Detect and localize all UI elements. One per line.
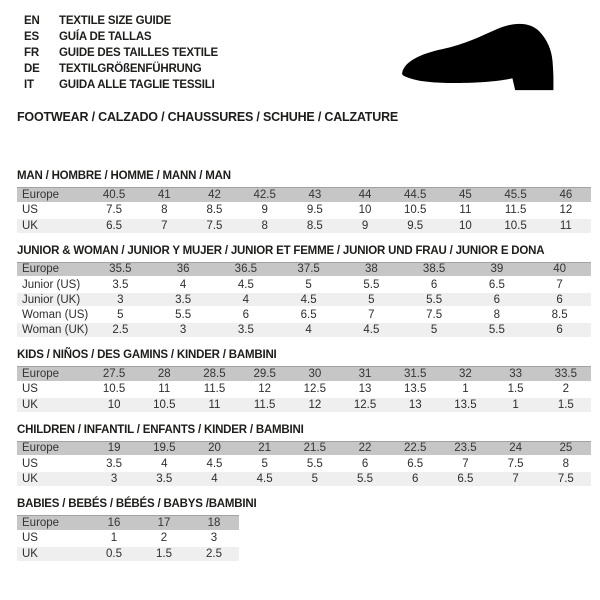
size-cell: 5.5	[290, 456, 340, 471]
size-cell: 21	[240, 441, 290, 456]
size-cell: 2.5	[189, 546, 239, 561]
table-row	[17, 456, 591, 471]
size-cell: 5.5	[152, 307, 215, 322]
size-cell: 24	[491, 441, 541, 456]
size-cell: 7	[340, 307, 403, 322]
row-label: Woman (UK)	[17, 322, 89, 337]
size-cell: 4.5	[277, 292, 340, 307]
size-cell: 11	[139, 382, 189, 397]
size-cell: 6	[340, 456, 390, 471]
size-cell: 9	[240, 203, 290, 218]
size-cell: 6.5	[277, 307, 340, 322]
size-cell: 44	[340, 188, 390, 203]
size-cell: 5.5	[340, 471, 390, 486]
size-cell: 5	[290, 471, 340, 486]
size-cell: 28	[139, 367, 189, 382]
size-table	[17, 187, 591, 233]
size-cell: 6	[390, 471, 440, 486]
size-cell: 29.5	[240, 367, 290, 382]
table-row	[17, 531, 239, 546]
row-label: Europe	[17, 262, 89, 277]
size-cell: 3	[189, 531, 239, 546]
table-row	[17, 516, 239, 531]
size-cell: 6.5	[89, 218, 139, 233]
size-cell: 5	[340, 292, 403, 307]
size-cell: 9.5	[390, 218, 440, 233]
size-cell: 32	[440, 367, 490, 382]
size-cell: 5	[89, 307, 152, 322]
size-cell: 13.5	[440, 397, 490, 412]
size-cell: 41	[139, 188, 189, 203]
row-label: UK	[17, 397, 89, 412]
size-table	[17, 366, 591, 412]
size-cell: 39	[466, 262, 529, 277]
table-row	[17, 262, 591, 277]
size-cell: 4.5	[340, 322, 403, 337]
size-table-section	[17, 424, 591, 487]
size-cell: 10.5	[89, 382, 139, 397]
row-label: Europe	[17, 516, 89, 531]
size-cell: 3.5	[139, 471, 189, 486]
size-table-section	[17, 498, 591, 561]
size-cell: 12.5	[340, 397, 390, 412]
size-cell: 11	[440, 203, 490, 218]
size-cell: 4.5	[189, 456, 239, 471]
row-label: Junior (US)	[17, 277, 89, 292]
row-label: Europe	[17, 441, 89, 456]
section-title: KIDS / NIÑOS / DES GAMINS / KINDER / BAMBINI	[17, 349, 277, 361]
size-cell: 8.5	[189, 203, 239, 218]
row-label: UK	[17, 546, 89, 561]
table-row	[17, 188, 591, 203]
size-cell: 4	[189, 471, 239, 486]
row-label: UK	[17, 218, 89, 233]
size-cell: 10.5	[139, 397, 189, 412]
size-cell: 5	[403, 322, 466, 337]
size-cell: 43	[290, 188, 340, 203]
shoe-icon	[390, 20, 582, 102]
size-cell: 13	[340, 382, 390, 397]
size-cell: 20	[189, 441, 239, 456]
size-cell: 7	[491, 471, 541, 486]
size-cell: 3	[89, 471, 139, 486]
size-cell: 8.5	[528, 307, 591, 322]
section-title: CHILDREN / INFANTIL / ENFANTS / KINDER / BAMBINI	[17, 423, 304, 436]
size-cell: 8	[139, 203, 189, 218]
size-cell: 22	[340, 441, 390, 456]
language-code: EN	[24, 15, 40, 27]
size-cell: 9	[340, 218, 390, 233]
size-cell: 12	[541, 203, 591, 218]
size-cell: 36.5	[215, 262, 278, 277]
size-cell: 12	[290, 397, 340, 412]
size-cell: 1.5	[139, 546, 189, 561]
row-label: US	[17, 382, 89, 397]
size-cell: 18	[189, 516, 239, 531]
size-cell: 3.5	[215, 322, 278, 337]
size-cell: 11.5	[189, 382, 239, 397]
table-row	[17, 471, 591, 486]
table-row	[17, 292, 591, 307]
row-label: US	[17, 531, 89, 546]
table-row	[17, 367, 591, 382]
section-title: BABIES / BEBÉS / BÉBÉS / BABYS /BAMBINI	[17, 498, 257, 510]
size-cell: 4	[277, 322, 340, 337]
size-cell: 30	[290, 367, 340, 382]
size-cell: 19.5	[139, 441, 189, 456]
table-row	[17, 546, 239, 561]
size-cell: 10	[440, 218, 490, 233]
size-cell: 7.5	[189, 218, 239, 233]
size-cell: 5.5	[340, 277, 403, 292]
size-cell: 3	[152, 322, 215, 337]
size-cell: 9.5	[290, 203, 340, 218]
size-cell: 6.5	[390, 456, 440, 471]
table-row	[17, 203, 591, 218]
size-cell: 10.5	[491, 218, 541, 233]
table-row	[17, 382, 591, 397]
size-cell: 5	[277, 277, 340, 292]
size-cell: 8	[240, 218, 290, 233]
size-table	[17, 262, 591, 338]
size-cell: 40	[528, 262, 591, 277]
size-cell: 21.5	[290, 441, 340, 456]
section-title: JUNIOR & WOMAN / JUNIOR Y MUJER / JUNIOR ET FEMME / JUNIOR UND FRAU / JUNIOR E DONA	[17, 244, 545, 257]
size-cell: 42	[189, 188, 239, 203]
size-cell: 44.5	[390, 188, 440, 203]
size-table-section	[17, 245, 591, 338]
size-cell: 42.5	[240, 188, 290, 203]
size-table-section	[17, 170, 591, 233]
size-cell: 16	[89, 516, 139, 531]
language-code: DE	[24, 63, 40, 75]
size-cell: 6	[528, 292, 591, 307]
size-cell: 23.5	[440, 441, 490, 456]
size-cell: 2.5	[89, 322, 152, 337]
size-cell: 40.5	[89, 188, 139, 203]
size-cell: 11	[541, 218, 591, 233]
table-row	[17, 322, 591, 337]
language-code: FR	[24, 47, 39, 59]
size-cell: 7	[528, 277, 591, 292]
size-cell: 5	[240, 456, 290, 471]
size-cell: 7.5	[541, 471, 591, 486]
size-cell: 4.5	[240, 471, 290, 486]
size-cell: 6	[528, 322, 591, 337]
size-table	[17, 441, 591, 487]
language-label: TEXTILGRÖßENFÜHRUNG	[59, 63, 202, 75]
size-cell: 5.5	[466, 322, 529, 337]
size-cell: 31.5	[390, 367, 440, 382]
size-cell: 13.5	[390, 382, 440, 397]
size-cell: 6	[403, 277, 466, 292]
size-cell: 4	[152, 277, 215, 292]
table-row	[17, 307, 591, 322]
size-cell: 27.5	[89, 367, 139, 382]
row-label: UK	[17, 471, 89, 486]
size-cell: 3.5	[89, 277, 152, 292]
size-cell: 6	[466, 292, 529, 307]
size-cell: 13	[390, 397, 440, 412]
language-code: IT	[24, 79, 34, 91]
size-cell: 0.5	[89, 546, 139, 561]
size-cell: 6	[215, 307, 278, 322]
size-cell: 38.5	[403, 262, 466, 277]
size-cell: 37.5	[277, 262, 340, 277]
size-cell: 7	[440, 456, 490, 471]
size-cell: 3.5	[152, 292, 215, 307]
size-cell: 2	[541, 382, 591, 397]
size-cell: 4.5	[215, 277, 278, 292]
size-tables	[17, 170, 591, 561]
row-label: Junior (UK)	[17, 292, 89, 307]
size-cell: 7.5	[491, 456, 541, 471]
size-cell: 17	[139, 516, 189, 531]
section-title: MAN / HOMBRE / HOMME / MANN / MAN	[17, 170, 231, 182]
size-cell: 46	[541, 188, 591, 203]
language-label: GUIDA ALLE TAGLIE TESSILI	[59, 79, 215, 91]
table-row	[17, 397, 591, 412]
size-cell: 1	[440, 382, 490, 397]
language-code: ES	[24, 31, 39, 43]
size-cell: 6.5	[466, 277, 529, 292]
table-row	[17, 277, 591, 292]
row-label: Woman (US)	[17, 307, 89, 322]
size-cell: 8	[541, 456, 591, 471]
size-cell: 7.5	[403, 307, 466, 322]
size-cell: 1.5	[491, 382, 541, 397]
size-cell: 3	[89, 292, 152, 307]
size-cell: 33	[491, 367, 541, 382]
language-label: GUIDE DES TAILLES TEXTILE	[59, 47, 218, 59]
size-cell: 10	[89, 397, 139, 412]
size-cell: 1.5	[541, 397, 591, 412]
size-cell: 33.5	[541, 367, 591, 382]
size-cell: 19	[89, 441, 139, 456]
size-cell: 38	[340, 262, 403, 277]
size-cell: 31	[340, 367, 390, 382]
size-table	[17, 515, 239, 561]
row-label: US	[17, 456, 89, 471]
size-cell: 8.5	[290, 218, 340, 233]
size-cell: 22.5	[390, 441, 440, 456]
category-title: FOOTWEAR / CALZADO / CHAUSSURES / SCHUHE / CALZATURE	[17, 110, 399, 124]
size-cell: 11.5	[491, 203, 541, 218]
size-cell: 1	[89, 531, 139, 546]
row-label: Europe	[17, 188, 89, 203]
size-cell: 35.5	[89, 262, 152, 277]
size-cell: 10.5	[390, 203, 440, 218]
table-row	[17, 218, 591, 233]
size-cell: 11.5	[240, 397, 290, 412]
language-label: GUÍA DE TALLAS	[59, 31, 152, 43]
size-cell: 45.5	[491, 188, 541, 203]
size-cell: 12.5	[290, 382, 340, 397]
size-cell: 28.5	[189, 367, 239, 382]
size-cell: 36	[152, 262, 215, 277]
size-cell: 2	[139, 531, 189, 546]
size-cell: 6.5	[440, 471, 490, 486]
row-label: US	[17, 203, 89, 218]
size-cell: 1	[491, 397, 541, 412]
table-row	[17, 441, 591, 456]
size-cell: 25	[541, 441, 591, 456]
size-cell: 4	[215, 292, 278, 307]
size-cell: 3.5	[89, 456, 139, 471]
language-label: TEXTILE SIZE GUIDE	[59, 15, 172, 27]
size-table-section	[17, 349, 591, 412]
size-cell: 12	[240, 382, 290, 397]
size-cell: 5.5	[403, 292, 466, 307]
size-cell: 10	[340, 203, 390, 218]
size-cell: 4	[139, 456, 189, 471]
size-cell: 7.5	[89, 203, 139, 218]
row-label: Europe	[17, 367, 89, 382]
size-cell: 7	[139, 218, 189, 233]
size-cell: 45	[440, 188, 490, 203]
size-cell: 11	[189, 397, 239, 412]
size-cell: 8	[466, 307, 529, 322]
